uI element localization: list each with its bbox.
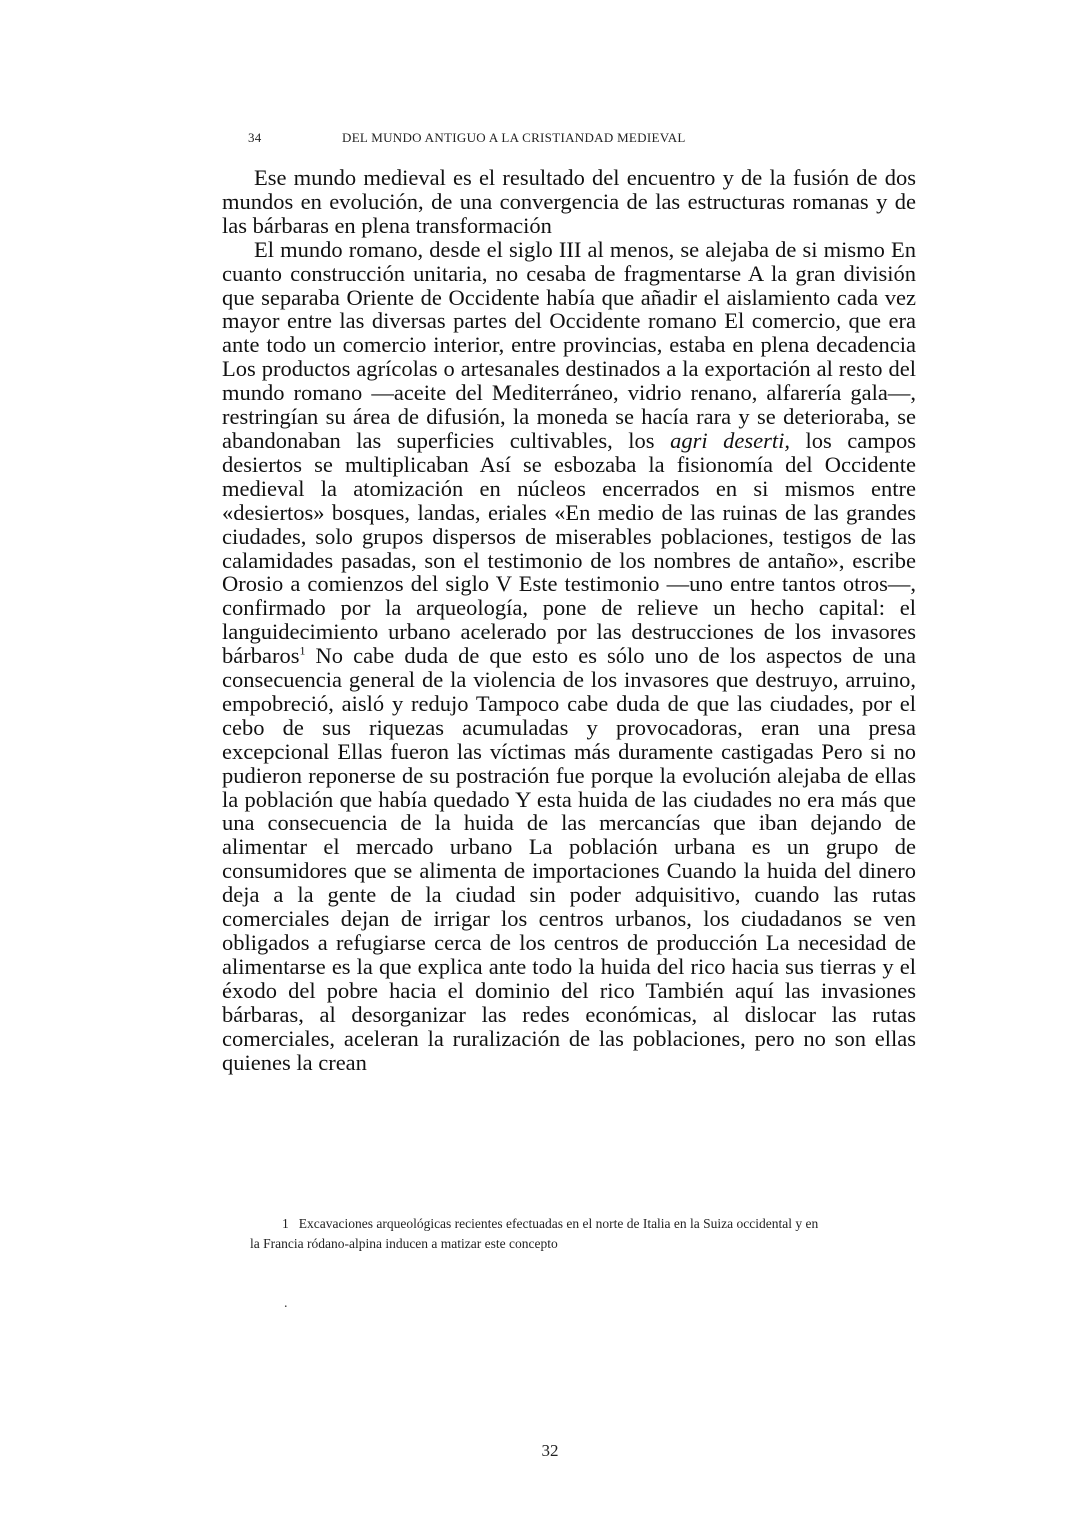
paragraph-2-part-a: El mundo romano, desde el siglo III al menos, se alejaba de si mismo En cuanto construcción unitaria, no cesaba de fragmentarse A la gran división que separaba Oriente de Occidente había que añadir el aislamiento cada vez mayor entre las diversas partes del Occidente romano El comercio, que era ante todo un comercio interior, entre provincias, estaba en plena decadencia Los productos agrícolas o artesanales destinados a la exportación al resto del mundo romano —aceite del Mediterráneo, vidrio renano, alfarería gala—, restringían su área de difusión, la moneda se hacía rara y se deterioraba, se abandonaban las superficies cultivables, los: [222, 236, 916, 453]
paragraph-2: [222, 238, 916, 1075]
running-head-page-number: 34: [248, 130, 262, 145]
folio-page-number: 32: [541, 1441, 559, 1460]
paragraph-2-part-b: los campos desiertos se multiplicaban Así se esbozaba la fisionomía del Occidente medieval la atomización en núcleos encerrados en si mismos entre «desiertos» bosques, landas, eriales «En medio de las ruinas de las grandes ciudades, solo grupos dispersos de miserables poblaciones, testigos de las calamidades pasadas, son el testimonio de los nombres de antaño», escribe Orosio a comienzos del siglo V Este testimonio —uno entre tantos otros—, confirmado por la arqueología, pone de relieve un hecho capital: el languidecimiento urbano acelerado por las destrucciones de los invasores bárbaros: [222, 427, 916, 669]
body-text: [222, 166, 916, 1074]
latin-term: agri deserti,: [670, 427, 790, 453]
paragraph-2-part-c: No cabe duda de que esto es sólo uno de los aspectos de una consecuencia general de la violencia de los invasores que destruyo, arruino, empobreció, aisló y redujo Tampoco cabe duda de que las ciudades, por el cebo de sus riquezas acumuladas y provocadoras, eran una presa excepcional Ellas fueron las víctimas más duramente castigadas Pero si no pudieron reponerse de su postración fue porque la evolución alejaba de ellas la población que había quedado Y esta huida de las ciudades no era más que una consecuencia de la huida de las mercancías que iban dejando de alimentar el mercado urbano La población urbana es un grupo de consumidores que se alimenta de importaciones Cuando la huida del dinero deja a la gente de la ciudad sin poder adquisitivo, cuando las rutas comerciales dejan de irrigar los centros urbanos, los ciudadanos se ven obligados a refugiarse cerca de los centros de producción La necesidad de alimentarse es la que explica ante todo la huida del rico hacia sus tierras y el éxodo del pobre hacia el dominio del rico También aquí las invasiones bárbaras, al desorganizar las redes económicas, al dislocar las rutas comerciales, aceleran la ruralización de las poblaciones, pero no son ellas quienes la crean: [222, 643, 917, 1075]
footnote-reference: 1: [299, 643, 306, 658]
footnote-text: Excavaciones arqueológicas recientes efectuadas en el norte de Italia en la Suiza occidental y en la Francia ródano-alpina inducen a matizar este concepto: [250, 1216, 819, 1251]
footnote: [250, 1214, 830, 1254]
running-head-title: DEL MUNDO ANTIGUO A LA CRISTIANDAD MEDIEVAL: [342, 130, 686, 145]
stray-mark: .: [284, 1296, 288, 1311]
footnote-number: 1: [282, 1216, 289, 1231]
paragraph-1: Ese mundo medieval es el resultado del encuentro y de la fusión de dos mundos en evolución, de una convergencia de las estructuras romanas y de las bárbaras en plena transformación: [222, 165, 916, 238]
